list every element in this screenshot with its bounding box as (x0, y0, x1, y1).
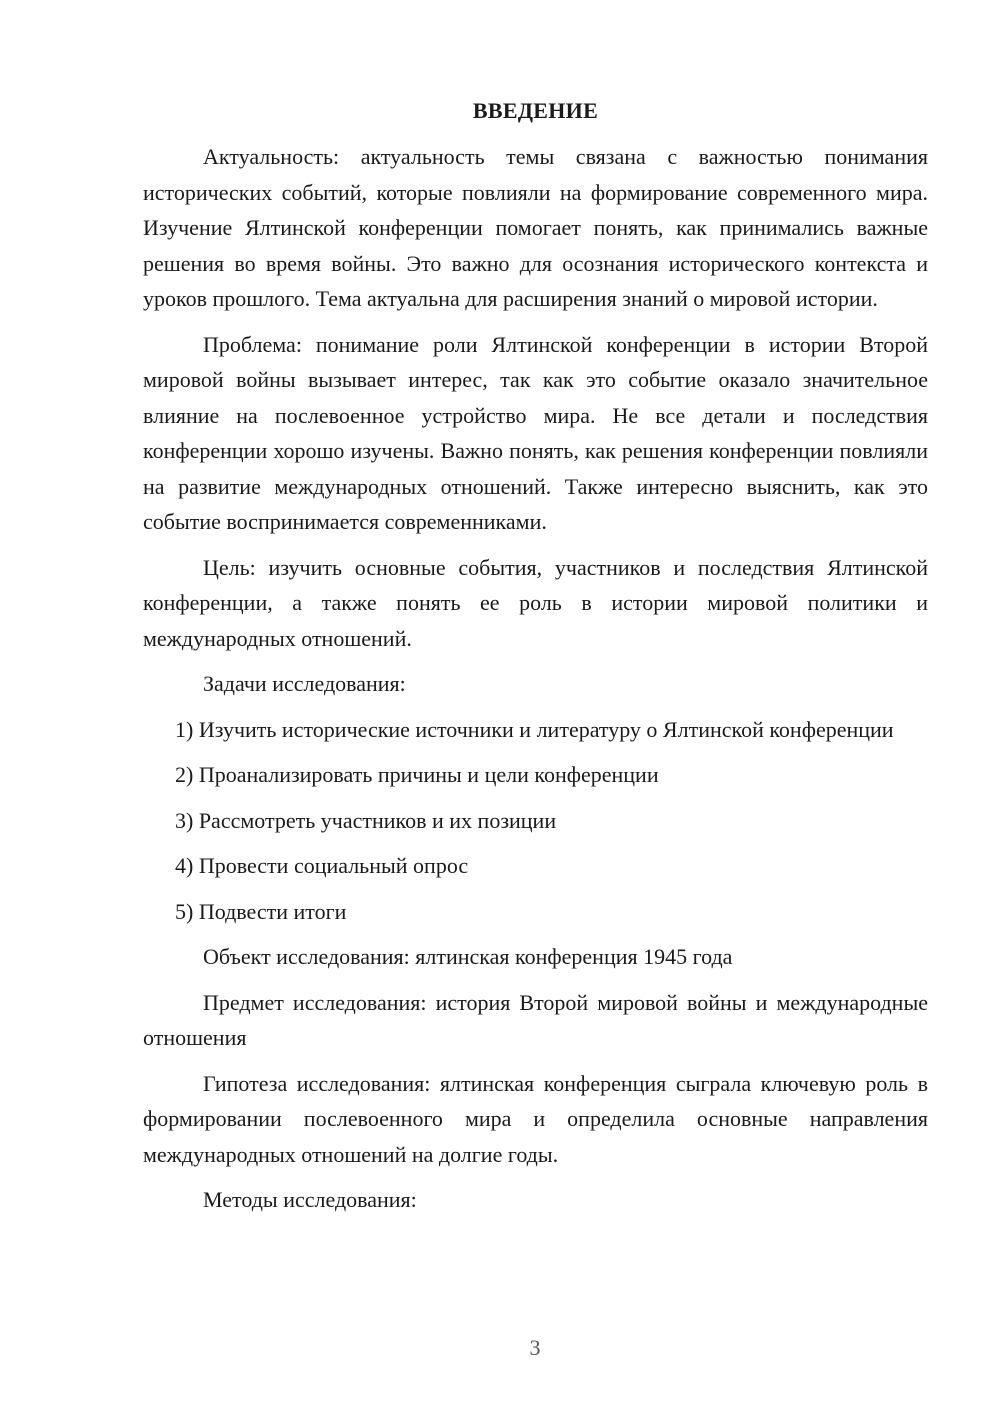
object-paragraph: Объект исследования: ялтинская конференция 1945 года (203, 944, 733, 969)
subject-paragraph: Предмет исследования: история Второй мировой войны и международные отношения (143, 989, 928, 1050)
hypothesis-paragraph: Гипотеза исследования: ялтинская конференция сыграла ключевую роль в формировании послевоенного мира и определила основные направления международных отношений на долгие годы. (143, 1070, 928, 1167)
list-item: 5) Подвести итоги (175, 898, 347, 924)
methods-paragraph: Методы исследования: (203, 1187, 417, 1212)
list-item: 1) Изучить исторические источники и литературу о Ялтинской конференции (175, 716, 894, 742)
list-item: 4) Провести социальный опрос (175, 853, 469, 878)
goal-paragraph: Цель: изучить основные события, участников и последствия Ялтинской конференции, а также понять ее роль в истории мировой политики и международных отношений. (143, 554, 928, 651)
tasks-list (143, 712, 928, 930)
list-item: 2) Проанализировать причины и цели конференции (175, 762, 659, 787)
list-item: 3) Рассмотреть участников и их позиции (175, 807, 557, 833)
tasks-heading: Задачи исследования: (203, 671, 406, 696)
relevance-paragraph: Актуальность: актуальность темы связана с важностью понимания исторических событий, которые повлияли на формирование современного мира. Изучение Ялтинской конференции помогает понять, как принимались важные решения во время войны. Это важно для осознания исторического контекста и уроков прошлого. Тема актуальна для расширения знаний о мировой истории. (143, 144, 928, 311)
page-content (143, 97, 928, 1218)
page-title: ВВЕДЕНИЕ (472, 98, 599, 123)
page-number: 3 (529, 1335, 541, 1360)
problem-paragraph: Проблема: понимание роли Ялтинской конференции в истории Второй мировой войны вызывает интерес, так как это событие оказало значительное влияние на послевоенное устройство мира. Не все детали и последствия конференции хорошо изучены. Важно понять, как решения конференции повлияли на развитие международных отношений. Также интересно выяснить, как это событие воспринимается современниками. (143, 331, 928, 534)
